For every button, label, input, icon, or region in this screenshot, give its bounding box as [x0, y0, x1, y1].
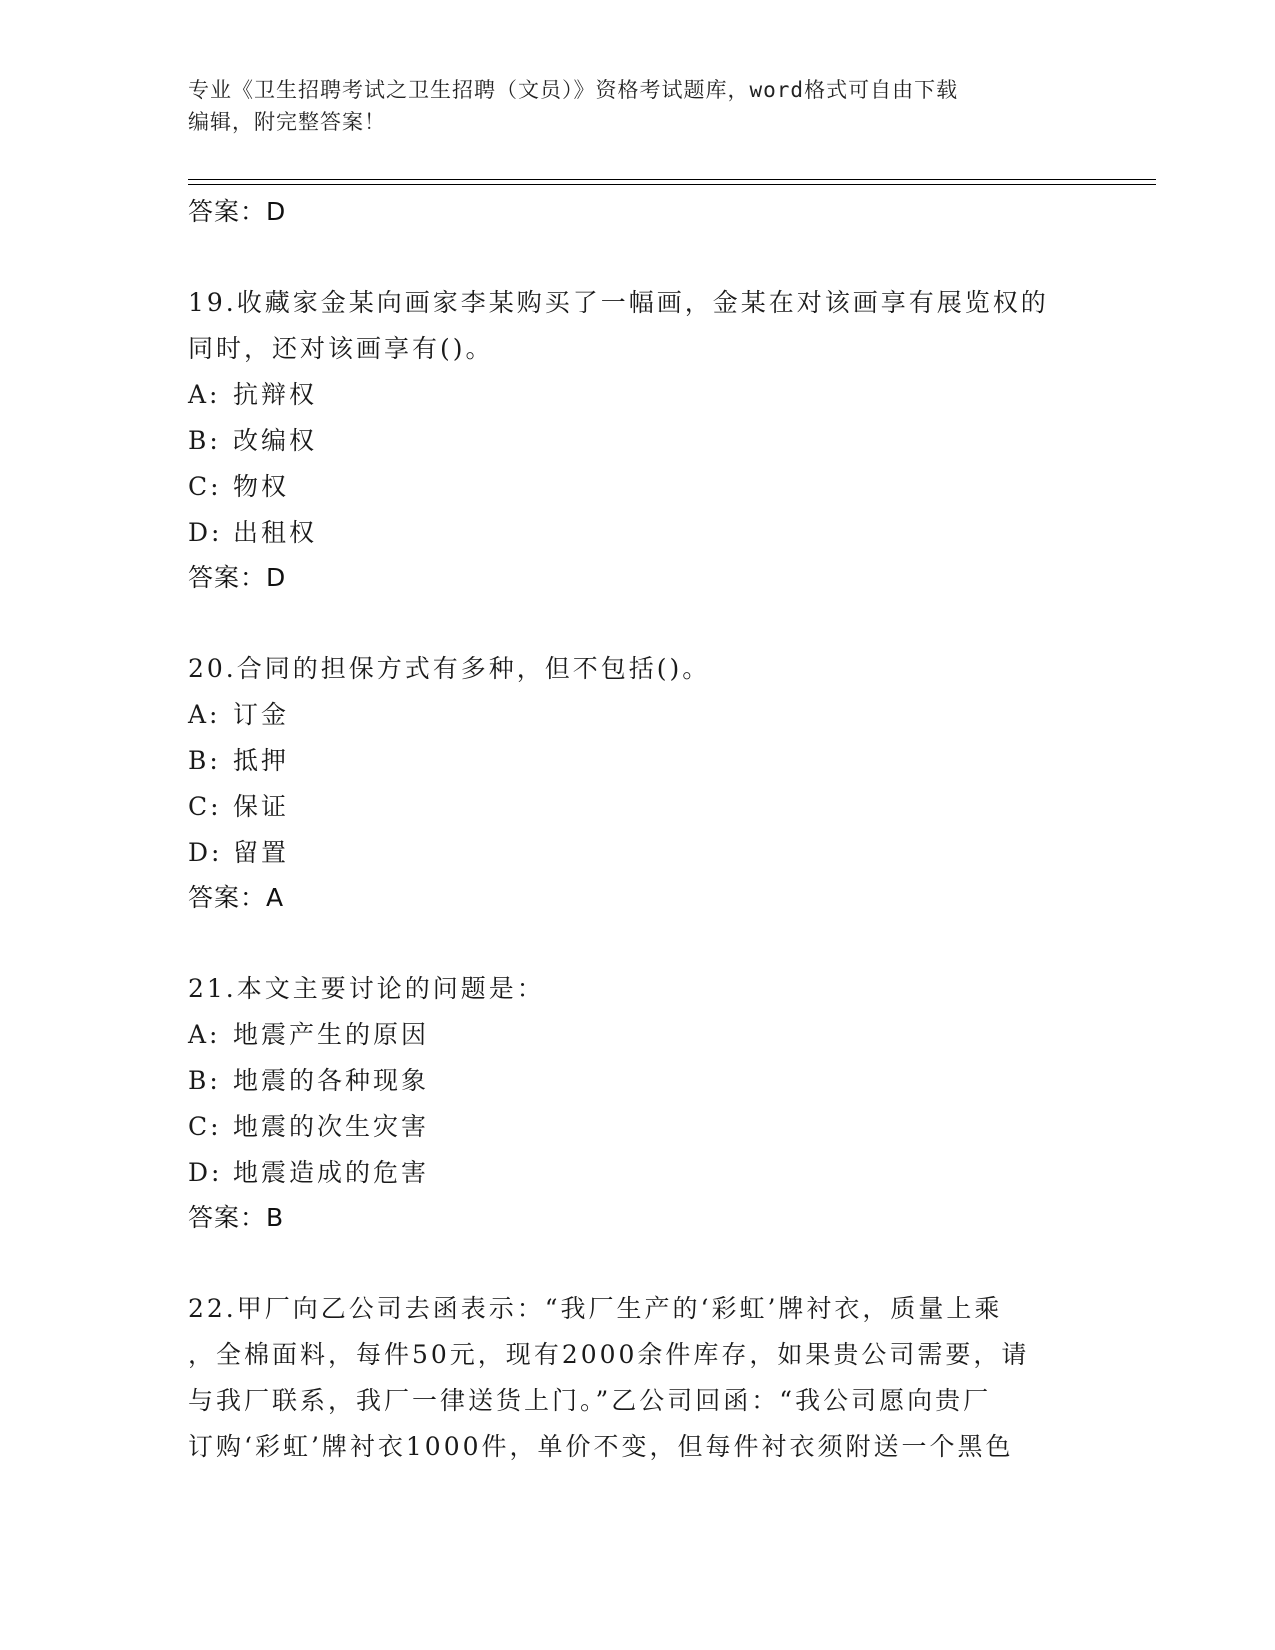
question-block-22	[188, 1286, 1088, 1470]
option-text: 地震的次生灾害	[233, 1112, 430, 1141]
question-line: 同时，还对该画享有()。	[188, 334, 494, 363]
question-line: 22.甲厂向乙公司去函表示：“我厂生产的‘彩虹’牌衬衣，质量上乘	[188, 1294, 1003, 1323]
option-text: 物权	[233, 472, 290, 501]
answer-value: D	[266, 197, 287, 226]
answer-label: 答案：	[188, 197, 267, 226]
answer-value: A	[266, 883, 285, 912]
option-b	[188, 738, 1088, 784]
answer-line	[188, 876, 1088, 920]
header-divider	[188, 179, 1156, 180]
spacer	[188, 1240, 1088, 1286]
question-block-20	[188, 646, 1088, 920]
header-line-2: 编辑，附完整答案！	[188, 110, 386, 134]
option-key: A:	[188, 1020, 221, 1049]
question-line: 与我厂联系，我厂一律送货上门。”乙公司回函：“我公司愿向贵厂	[188, 1386, 992, 1415]
option-key: C:	[188, 792, 222, 821]
answer-label: 答案：	[188, 1203, 267, 1232]
option-c	[188, 1104, 1088, 1150]
header-line-1: 专业《卫生招聘考试之卫生招聘（文员）》资格考试题库，word格式可自由下载	[188, 78, 959, 102]
option-key: A:	[188, 380, 221, 409]
question-list	[188, 190, 1088, 1470]
question-line: 订购‘彩虹’牌衬衣1000件，单价不变，但每件衬衣须附送一个黑色	[188, 1432, 1014, 1461]
option-key: C:	[188, 472, 222, 501]
option-key: C:	[188, 1112, 222, 1141]
answer-line	[188, 556, 1088, 600]
answer-value: D	[266, 563, 287, 592]
option-b	[188, 1058, 1088, 1104]
answer-value: B	[266, 1203, 285, 1232]
option-d	[188, 510, 1088, 556]
option-key: B:	[188, 426, 221, 455]
option-text: 订金	[233, 700, 290, 729]
option-text: 留置	[233, 838, 290, 867]
option-c	[188, 464, 1088, 510]
question-line: 20.合同的担保方式有多种，但不包括()。	[188, 654, 711, 683]
option-text: 地震产生的原因	[233, 1020, 430, 1049]
option-key: D:	[188, 1158, 223, 1187]
answer-label: 答案：	[188, 563, 267, 592]
spacer	[188, 234, 1088, 280]
question-line: ，全棉面料，每件50元，现有2000余件库存，如果贵公司需要，请	[188, 1340, 1030, 1369]
answer-label: 答案：	[188, 883, 267, 912]
question-text	[188, 280, 1088, 372]
header-divider-secondary	[188, 184, 1156, 185]
option-key: B:	[188, 746, 221, 775]
option-key: D:	[188, 518, 223, 547]
option-a	[188, 692, 1088, 738]
option-key: A:	[188, 700, 221, 729]
question-text	[188, 646, 1088, 692]
question-block-21	[188, 966, 1088, 1240]
option-a	[188, 372, 1088, 418]
question-text	[188, 966, 1088, 1012]
question-text	[188, 1286, 1088, 1470]
option-text: 出租权	[233, 518, 318, 547]
option-text: 地震的各种现象	[233, 1066, 430, 1095]
option-text: 保证	[233, 792, 290, 821]
spacer	[188, 600, 1088, 646]
option-text: 地震造成的危害	[233, 1158, 430, 1187]
option-text: 抵押	[233, 746, 290, 775]
question-line: 21.本文主要讨论的问题是：	[188, 974, 545, 1003]
question-block-19	[188, 280, 1088, 600]
option-a	[188, 1012, 1088, 1058]
answer-line	[188, 1196, 1088, 1240]
question-line: 19.收藏家金某向画家李某购买了一幅画，金某在对该画享有展览权的	[188, 288, 1049, 317]
option-text: 改编权	[233, 426, 318, 455]
option-key: D:	[188, 838, 223, 867]
option-d	[188, 830, 1088, 876]
spacer	[188, 920, 1088, 966]
option-key: B:	[188, 1066, 221, 1095]
option-b	[188, 418, 1088, 464]
option-d	[188, 1150, 1088, 1196]
option-c	[188, 784, 1088, 830]
page-header	[188, 74, 1078, 138]
answer-line	[188, 190, 1088, 234]
option-text: 抗辩权	[233, 380, 318, 409]
